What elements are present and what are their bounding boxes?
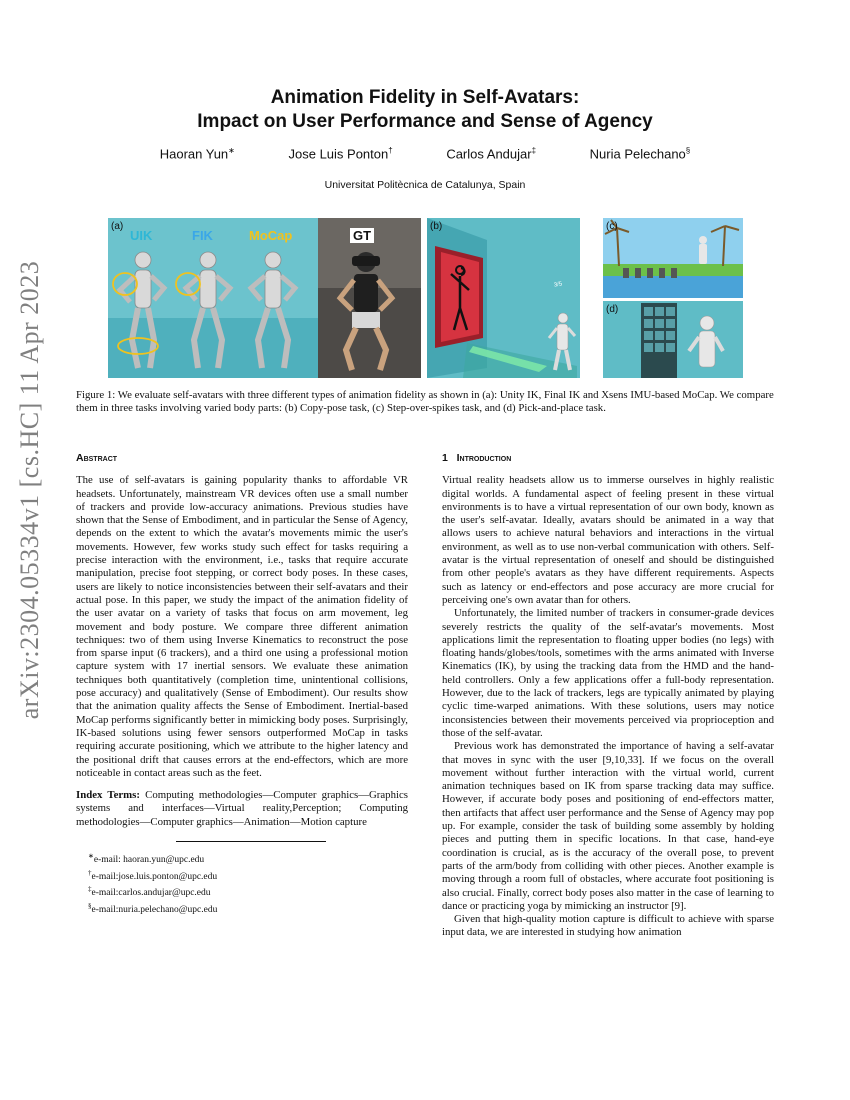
author-3: Carlos Andujar‡ bbox=[446, 146, 537, 162]
panel-b-label: (b) bbox=[430, 221, 443, 232]
title-line-2: Impact on User Performance and Sense of Agency bbox=[197, 111, 653, 132]
tag-uik: UIK bbox=[130, 228, 153, 243]
panel-d-image bbox=[603, 301, 743, 378]
footnotes bbox=[76, 850, 408, 917]
arxiv-stamp-text: arXiv:2304.05334v1 [cs.HC] 11 Apr 2023 bbox=[15, 260, 44, 720]
panel-c-image bbox=[603, 218, 743, 298]
affiliation: Universitat Politècnica de Catalunya, Spain bbox=[324, 179, 526, 191]
tag-mocap: MoCap bbox=[249, 228, 293, 243]
author-2: Jose Luis Ponton† bbox=[288, 146, 393, 162]
panel-b-image bbox=[427, 218, 580, 378]
arxiv-stamp bbox=[8, 260, 52, 720]
paper-title bbox=[0, 86, 850, 134]
intro-paragraph-3: Previous work has demonstrated the importance of having a self-avatar that moves in sync with the user [9,10,33]. If we focus on the overall movement without further interaction with the virtual world, current animation techniques based on IK from sparse tracking data may suffice. However, if accurate body poses and positioning of end-effectors matter, then artifacts that affect user performance and the Sense of Agency may pop up. For example, consider the task of building some assembly by holding pieces and putting them in specific locations. In that case, hand-eye coordination is crucial, as is the accuracy of the overall pose, to prevent parts of the arm/body from colliding with other pieces. Another example is moving through a room full of obstacles, where accurate foot positioning is also crucial. Finally, correct body poses also matter in the case of learning to dance or practicing yoga by mimicking an instructor [9]. bbox=[442, 740, 774, 912]
panel-a-label: (a) bbox=[111, 221, 124, 232]
footnote-3: ‡e-mail:carlos.andujar@upc.edu bbox=[88, 885, 211, 899]
intro-paragraph-4: Given that high-quality motion capture is difficult to achieve with sparse input data, we are interested in studying how animation bbox=[442, 913, 774, 939]
figure-panel-a bbox=[108, 218, 421, 378]
figure-panel-c bbox=[603, 218, 743, 298]
footnote-2: †e-mail:jose.luis.ponton@upc.edu bbox=[88, 868, 218, 882]
right-column bbox=[442, 452, 774, 940]
figure-caption: Figure 1: We evaluate self-avatars with three different types of animation fidelity as shown in (a): Unity IK, Final IK and Xsens IMU-based MoCap. We compare them in three tasks involving varied body parts: (b) Copy-pose task, (c) Step-over-spikes task, and (d) Pick-and-place task. bbox=[76, 389, 774, 415]
tag-gt: GT bbox=[350, 228, 374, 243]
intro-heading: 1 Introduction bbox=[442, 452, 512, 464]
title-line-1: Animation Fidelity in Self-Avatars: bbox=[270, 87, 580, 108]
abstract-text: The use of self-avatars is gaining popularity thanks to affordable VR headsets. Unfortunately, mainstream VR devices often use a small number of trackers and provide low-accuracy animations. Previous studies have shown that the Sense of Embodiment, and in particular the Sense of Agency, depends on the extent to which the avatar's movements mimic the user's movements. However, few works study such effect for tasks requiring a precise interaction with the environment, i.e., tasks that require accurate manipulation, precise foot stepping, or correct body poses. In these cases, users are likely to notice inconsistencies between their self-avatars and their actual pose. In this paper, we study the impact of the animation fidelity of the user avatar on a variety of tasks that focus on arm movement, leg movement and body posture. We compare three different animation techniques: two of them using Inverse Kinematics to reconstruct the pose from sparse input (6 trackers), and a third one using a professional motion capture system with 17 inertial sensors. We evaluate these animation techniques both quantitatively (completion time, unintentional collisions, pose accuracy) and qualitatively (Sense of Embodiment). Our results show that the animation quality affects the Sense of Embodiment. Inertial-based MoCap performs significantly better in mimicking body poses. Surprisingly, IK-based solutions using fewer sensors outperformed MoCap in tasks requiring accurate positioning, which we attribute to the higher latency and the positional drift that causes errors at the end-effectors, which are more noticeable in contact areas such as the feet. bbox=[76, 474, 408, 779]
footnote-rule bbox=[176, 841, 326, 842]
tag-fik: FIK bbox=[192, 228, 213, 243]
intro-paragraph-2: Unfortunately, the limited number of trackers in consumer-grade devices severely restricts the quality of the self-avatar's movements. Most applications limit the representation to floating upper bodies (no legs) with floating hands/globes/tools, sometimes with the arms animated with Inverse Kinematics (IK), by using the tracking data from the HMD and the hand-held controllers. Only a few applications offer a full-body representation. However, due to the lack of trackers, legs are typically animated by playing cyclic time-warped animations. With these solutions, users may notice inconsistencies between their movements perceived via proprioception and those of the self-avatar. bbox=[442, 607, 774, 739]
figure-panel-b bbox=[427, 218, 580, 378]
figure-panel-d bbox=[603, 301, 743, 378]
abstract-heading: Abstract bbox=[76, 452, 118, 464]
index-terms: Index Terms: Computing methodologies—Computer graphics—Graphics systems and interfaces—Virtual reality,Perception; Computing methodologies—Computer graphics—Animation—Motion capture bbox=[76, 789, 408, 828]
wall-counter-text: 3/5 bbox=[553, 281, 563, 289]
panel-c-label: (c) bbox=[606, 221, 618, 232]
footnote-1: ∗e-mail: haoran.yun@upc.edu bbox=[88, 852, 205, 866]
intro-paragraph-1: Virtual reality headsets allow us to immerse ourselves in highly realistic digital worlds. A fundamental aspect of feeling present in these virtual environments is to have a virtual representation of our own body, known as the user's self-avatar. Ideally, avatars should be animated in a way that allows users to achieve natural behaviors and interactions in the virtual environment, as well as to use non-verbal communication with others. Self-avatar is the virtual representation of oneself and should be distinguished from other people's avatars as they have different requirements. Aspects such as latency or end-effectors and pose accuracy are more crucial for perceiving one's own avatar than for others. bbox=[442, 474, 774, 606]
author-1: Haoran Yun∗ bbox=[159, 146, 235, 162]
footnote-4: §e-mail:nuria.pelechano@upc.edu bbox=[88, 901, 218, 916]
author-list bbox=[0, 146, 850, 161]
author-4: Nuria Pelechano§ bbox=[589, 146, 691, 162]
left-column bbox=[76, 452, 408, 917]
panel-d-label: (d) bbox=[606, 304, 619, 315]
